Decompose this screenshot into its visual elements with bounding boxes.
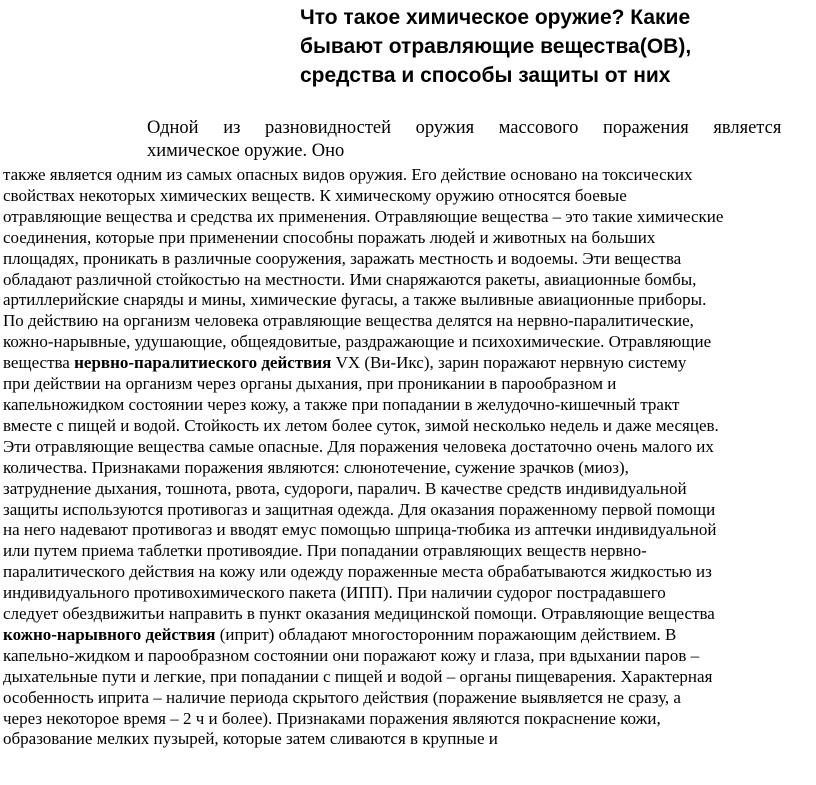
body-line: По действию на организм человека отравляющие вещества делятся на нервно-паралитические, [3, 311, 694, 331]
body-line: паралитического действия на кожу или одежду пораженные места обрабатываются жидкостью из [3, 562, 712, 582]
body-line: капельно-жидком и парообразном состоянии они поражают кожу и глаза, при вдыхании паров – [3, 645, 700, 665]
body-line: также является одним из самых опасных видов оружия. Его действие основано на токсических [3, 165, 693, 184]
title-line: средства и способы защиты от них [300, 64, 671, 87]
body-line: образование мелких пузырей, которые затем сливаются в крупные и [3, 729, 498, 749]
body-line-text: VX (Ви-Икс), зарин поражают нервную систему [331, 353, 687, 373]
body-line-text: (иприт) обладают многосторонним поражающим действием. В [215, 624, 677, 644]
body-line: свойствах некоторых химических веществ. К химическому оружию относятся боевые [3, 185, 627, 205]
body-line: на него надевают противогаз и вводят емус помощью шприца-тюбика из аптечки индивидуальной [3, 520, 717, 540]
body-line: вместе с пищей и водой. Стойкость их летом более суток, зимой несколько недель и даже месяцев. [3, 415, 719, 435]
body-line: через некоторое время – 2 ч и более). Признаками поражения являются покраснение кожи, [3, 708, 661, 728]
title-line: Что такое химическое оружие? Какие [300, 6, 691, 29]
intro-line: химическое оружие. Оно [147, 141, 345, 161]
body-line: количества. Признаками поражения являются: слюнотечение, сужение зрачков (миоз), [3, 457, 629, 477]
body-line: обладают различной стойкостью на местности. Ими снаряжаются ракеты, авиационные бомбы, [3, 269, 697, 289]
bold-term: нервно-паралитиеского действия [74, 353, 332, 373]
body-line: следует обездвижитьи направить в пункт оказания медицинской помощи. Отравляющие вещества [3, 604, 715, 624]
body-line: капельножидком состоянии через кожу, а также при попадании в желудочно-кишечный тракт [3, 394, 680, 414]
body-line: соединения, которые при применении способны поражать людей и животных на больших [3, 227, 656, 247]
body-line: при действии на организм через органы дыхания, при проникании в парообразном и [3, 374, 617, 394]
body-line: артиллерийские снаряды и мины, химические фугасы, а также выливные авиационные приборы. [3, 290, 707, 310]
body-line: Эти отравляющие вещества самые опасные. Для поражения человека достаточно очень малого их [3, 436, 714, 456]
body-line: индивидуального противохимического пакета (ИПП). При наличии судорог пострадавшего [3, 583, 666, 603]
title-line: бывают отравляющие вещества(ОВ), [300, 35, 692, 58]
body-paragraph [3, 165, 815, 750]
body-line: кожно-нарывные, удушающие, общеядовитые, раздражающие и психохимические. Отравляющие [3, 332, 712, 352]
body-line: площадях, проникать в различные сооружения, заражать местность и водоемы. Эти вещества [3, 248, 682, 268]
bold-term: кожно-нарывного действия [3, 624, 216, 644]
intro-paragraph [147, 117, 811, 163]
body-line: дыхательные пути и легкие, при попадании с пищей и водой – органы пищеварения. Характерная [3, 666, 713, 686]
body-line: или путем приема таблетки противоядие. При попадании отравляющих веществ нервно- [3, 541, 647, 561]
body-line: защиты используются противогаз и защитная одежда. Для оказания пораженному первой помощи [3, 499, 716, 519]
body-line [3, 353, 815, 374]
body-line: особенность иприта – наличие периода скрытого действия (поражение выявляется не сразу, а [3, 687, 681, 707]
intro-line: Одной из разновидностей оружия массового поражения является [147, 118, 782, 138]
body-line-text: вещества [3, 353, 75, 373]
body-line: затруднение дыхания, тошнота, рвота, судороги, паралич. В качестве средств индивидуальной [3, 478, 687, 498]
body-line: отравляющие вещества и средства их применения. Отравляющие вещества – это такие химические [3, 206, 724, 226]
document-title [300, 3, 800, 90]
body-line [3, 625, 815, 646]
